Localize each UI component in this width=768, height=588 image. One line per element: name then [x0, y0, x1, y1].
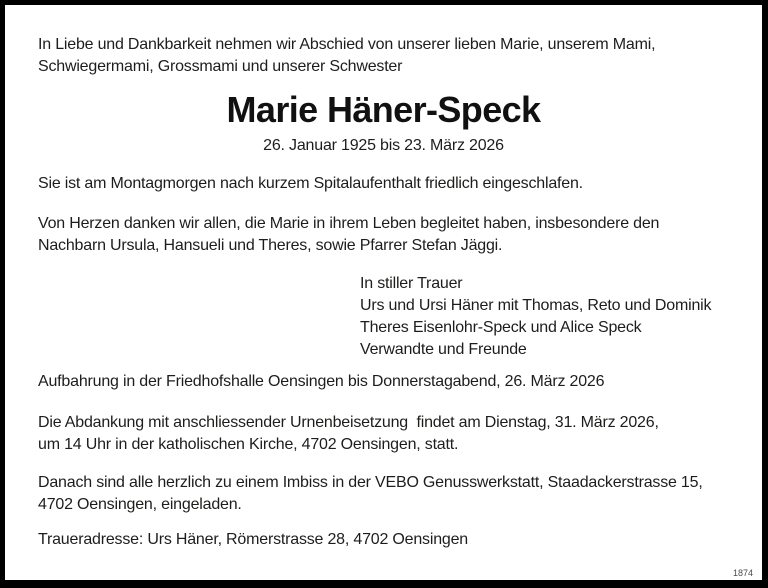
reception-line-2: 4702 Oensingen, eingeladen.: [38, 496, 242, 513]
life-dates: 26. Januar 1925 bis 23. März 2026: [263, 137, 504, 154]
life-dates-block: [5, 135, 762, 157]
mourner-line-3: Verwandte und Freunde: [360, 341, 527, 358]
deceased-name-heading: [5, 89, 762, 131]
intro-line-2: Schwiegermami, Grossmami und unserer Schwester: [38, 58, 403, 75]
reception-line-1: Danach sind alle herzlich zu einem Imbiss in der VEBO Genusswerkstatt, Staadackerstrasse 15,: [38, 474, 703, 491]
mourning-intro: In stiller Trauer: [360, 275, 463, 292]
passing-line: Sie ist am Montagmorgen nach kurzem Spitalaufenthalt friedlich eingeschlafen.: [38, 175, 583, 192]
address-paragraph: [38, 529, 742, 551]
reference-number: 1874: [732, 568, 753, 578]
address-line: Traueradresse: Urs Häner, Römerstrasse 28, 4702 Oensingen: [38, 531, 468, 548]
deceased-name: Marie Häner-Speck: [226, 89, 541, 130]
service-line-1: Die Abdankung mit anschliessender Urnenbeisetzung findet am Dienstag, 31. März 2026,: [38, 414, 659, 431]
mourner-line-2: Theres Eisenlohr-Speck und Alice Speck: [360, 319, 642, 336]
thanks-paragraph: [38, 213, 742, 257]
aufbahrung-line: Aufbahrung in der Friedhofshalle Oensingen bis Donnerstagabend, 26. März 2026: [38, 373, 605, 390]
aufbahrung-paragraph: [38, 371, 742, 393]
mourning-block: [360, 273, 752, 361]
thanks-line-1: Von Herzen danken wir allen, die Marie in ihrem Leben begleitet haben, insbesondere den: [38, 215, 660, 232]
reception-paragraph: [38, 472, 742, 516]
intro-paragraph: [38, 34, 742, 78]
mourner-line-1: Urs und Ursi Häner mit Thomas, Reto und Dominik: [360, 297, 712, 314]
thanks-line-2: Nachbarn Ursula, Hansueli und Theres, sowie Pfarrer Stefan Jäggi.: [38, 237, 503, 254]
service-paragraph: [38, 412, 742, 456]
obituary-sheet: [5, 5, 762, 580]
service-line-2: um 14 Uhr in der katholischen Kirche, 4702 Oensingen, statt.: [38, 436, 459, 453]
intro-line-1: In Liebe und Dankbarkeit nehmen wir Abschied von unserer lieben Marie, unserem Mami,: [38, 36, 656, 53]
passing-paragraph: [38, 173, 742, 195]
